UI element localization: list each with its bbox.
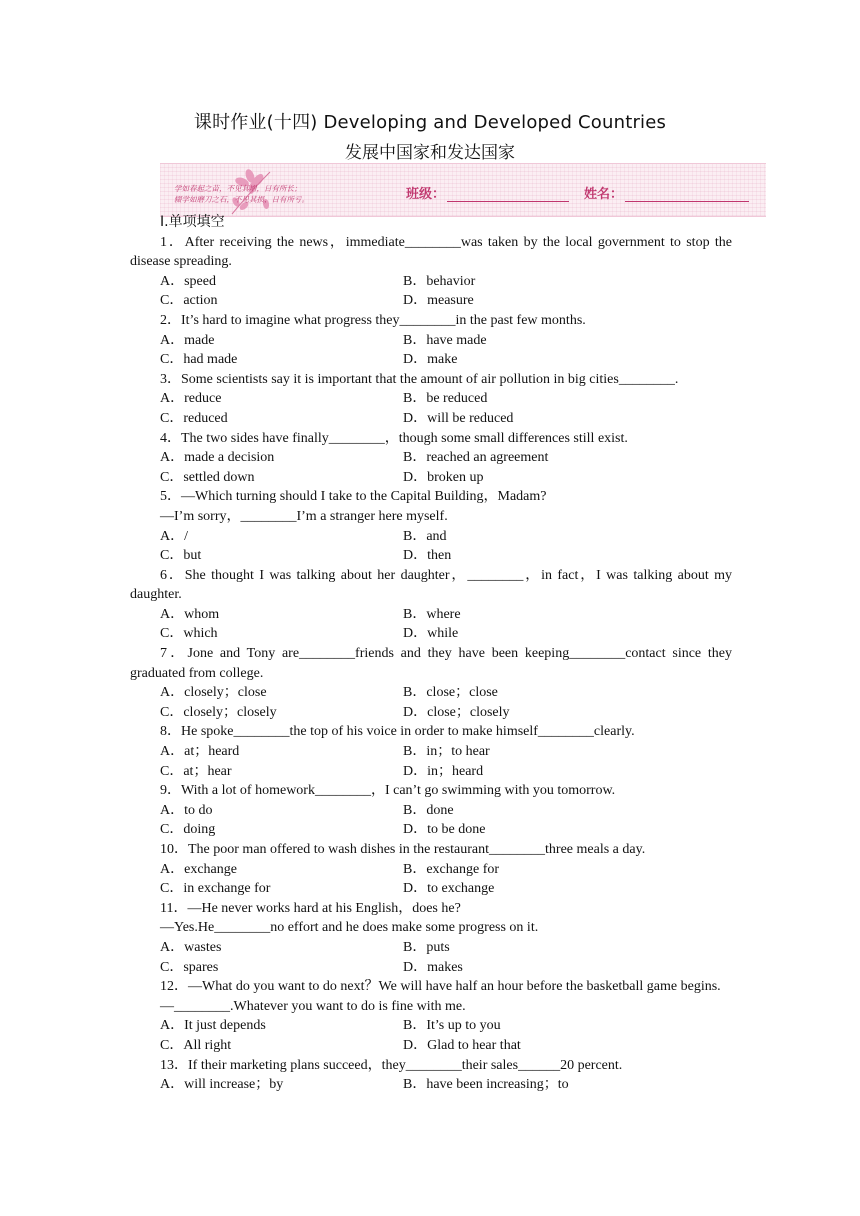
option-row <box>130 331 732 351</box>
name-field[interactable] <box>584 183 749 202</box>
question-stem: 11．—He never works hard at his English，does he? <box>160 900 461 916</box>
question-stem: 13．If their marketing plans succeed，they________their sales______20 percent. <box>160 1057 623 1073</box>
worksheet-subtitle: 发展中国家和发达国家 <box>345 143 515 163</box>
option-row <box>130 938 732 958</box>
option-row <box>130 1075 732 1095</box>
answer-option[interactable]: A．speed <box>160 273 216 289</box>
name-label: 姓名： <box>584 187 624 202</box>
dialogue-line: —I’m sorry，________I’m a stranger here myself. <box>160 508 448 524</box>
answer-option[interactable]: C．which <box>160 626 218 642</box>
answer-option[interactable]: A．to do <box>160 802 213 818</box>
answer-option[interactable]: A．closely；close <box>160 685 267 701</box>
worksheet-title: 课时作业(十四) Developing and Developed Countries <box>193 112 667 133</box>
answer-option[interactable]: B．It’s up to you <box>403 1018 501 1034</box>
answer-option[interactable]: B．be reduced <box>403 391 488 407</box>
answer-option[interactable]: D．makes <box>403 959 463 975</box>
option-row <box>130 389 732 409</box>
answer-option[interactable]: D．will be reduced <box>403 410 514 426</box>
option-row <box>130 605 732 625</box>
answer-option[interactable]: B．exchange for <box>403 861 500 877</box>
answer-option[interactable]: D．close；closely <box>403 704 510 720</box>
answer-option[interactable]: B．where <box>403 606 461 622</box>
question-stem: 8．He spoke________the top of his voice in order to make himself________clearly. <box>160 724 635 740</box>
answer-option[interactable]: C．in exchange for <box>160 881 271 897</box>
question-stem: 10．The poor man offered to wash dishes in the restaurant________three meals a day. <box>160 842 646 857</box>
class-input-line[interactable] <box>447 185 569 202</box>
option-row <box>130 468 732 488</box>
class-label: 班级： <box>406 187 446 202</box>
student-info-banner <box>160 163 766 217</box>
option-row <box>130 624 732 644</box>
answer-option[interactable]: A．made a decision <box>160 450 275 466</box>
answer-option[interactable]: C．had made <box>160 352 238 368</box>
answer-option[interactable]: B．close；close <box>403 685 498 701</box>
answer-option[interactable]: C．action <box>160 293 218 309</box>
answer-option[interactable]: A．exchange <box>160 861 237 877</box>
answer-option[interactable]: B．puts <box>403 939 450 955</box>
option-row <box>130 958 732 978</box>
answer-option[interactable]: B．behavior <box>403 273 476 289</box>
name-input-line[interactable] <box>625 185 749 202</box>
option-row <box>130 448 732 468</box>
answer-option[interactable]: D．in；heard <box>403 763 484 779</box>
answer-option[interactable]: A．reduce <box>160 391 222 407</box>
option-row <box>130 350 732 370</box>
answer-option[interactable]: C．but <box>160 548 202 564</box>
answer-option[interactable]: A．made <box>160 332 215 348</box>
answer-option[interactable]: D．broken up <box>403 469 484 485</box>
question-stem: 12．—What do you want to do next？We will have half an hour before the basketball game begins. <box>160 979 721 995</box>
answer-option[interactable]: C．at；hear <box>160 763 232 779</box>
option-row <box>130 1016 732 1036</box>
answer-option[interactable]: C．All right <box>160 1037 232 1053</box>
option-row <box>130 801 732 821</box>
motto-line: 学如春起之苗，不见其增，日有所长； <box>174 184 302 193</box>
option-row <box>130 762 732 782</box>
answer-option[interactable]: D．then <box>403 548 452 564</box>
section-title: Ⅰ.单项填空 <box>160 214 225 230</box>
option-row <box>130 546 732 566</box>
question-stem: 9．With a lot of homework________，I can’t go swimming with you tomorrow. <box>160 783 616 799</box>
question-stem: 7．Jone and Tony are________friends and they have been keeping________contact since they graduated from college. <box>130 646 732 681</box>
answer-option[interactable]: C．closely；closely <box>160 704 277 720</box>
answer-option[interactable]: A．It just depends <box>160 1018 266 1034</box>
answer-option[interactable]: A．at；heard <box>160 744 240 760</box>
answer-option[interactable]: B．and <box>403 528 447 544</box>
question-stem: 4．The two sides have finally________，though some small differences still exist. <box>160 430 628 446</box>
option-row <box>130 683 732 703</box>
dialogue-line: —Yes.He________no effort and he does make some progress on it. <box>160 920 539 936</box>
option-row <box>130 742 732 762</box>
option-row <box>130 703 732 723</box>
answer-option[interactable]: B．reached an agreement <box>403 450 549 466</box>
answer-option[interactable]: C．doing <box>160 822 216 838</box>
answer-option[interactable]: D．measure <box>403 293 474 309</box>
option-row <box>130 1036 732 1056</box>
class-field[interactable] <box>406 183 569 202</box>
option-row <box>130 409 732 429</box>
answer-option[interactable]: C．reduced <box>160 410 228 426</box>
answer-option[interactable]: D．while <box>403 626 459 642</box>
answer-option[interactable]: B．have made <box>403 332 487 348</box>
question-stem: 3．Some scientists say it is important that the amount of air pollution in big cities________. <box>160 371 679 387</box>
question-list <box>130 213 732 1095</box>
motto <box>174 183 309 205</box>
question-stem: 1．After receiving the news，immediate________was taken by the local government to stop the disease spreading. <box>130 234 732 270</box>
answer-option[interactable]: B．have been increasing；to <box>403 1077 569 1093</box>
answer-option[interactable]: A．wastes <box>160 939 222 955</box>
dialogue-line: —________.Whatever you want to do is fine with me. <box>160 998 466 1014</box>
option-row <box>130 291 732 311</box>
answer-option[interactable]: D．Glad to hear that <box>403 1037 521 1053</box>
answer-option[interactable]: C．spares <box>160 959 219 975</box>
answer-option[interactable]: C．settled down <box>160 469 255 485</box>
option-row <box>130 527 732 547</box>
option-row <box>130 860 732 880</box>
answer-option[interactable]: A．whom <box>160 606 220 622</box>
question-stem: 2．It’s hard to imagine what progress they________in the past few months. <box>160 312 586 328</box>
answer-option[interactable]: A．will increase；by <box>160 1077 284 1093</box>
answer-option[interactable]: D．to exchange <box>403 881 495 897</box>
question-stem: 6．She thought I was talking about her daughter，________，in fact，I was talking about my daughter. <box>130 567 732 603</box>
answer-option[interactable]: D．make <box>403 352 458 368</box>
answer-option[interactable]: D．to be done <box>403 822 486 838</box>
option-row <box>130 272 732 292</box>
answer-option[interactable]: B．in；to hear <box>403 744 490 760</box>
option-row <box>130 879 732 899</box>
option-row <box>130 820 732 840</box>
answer-option[interactable]: A．/ <box>160 528 188 544</box>
motto-line: 辍学如磨刀之石，不见其损，日有所亏。 <box>174 195 309 204</box>
answer-option[interactable]: B．done <box>403 802 454 818</box>
question-stem: 5．—Which turning should I take to the Capital Building，Madam? <box>160 489 547 505</box>
